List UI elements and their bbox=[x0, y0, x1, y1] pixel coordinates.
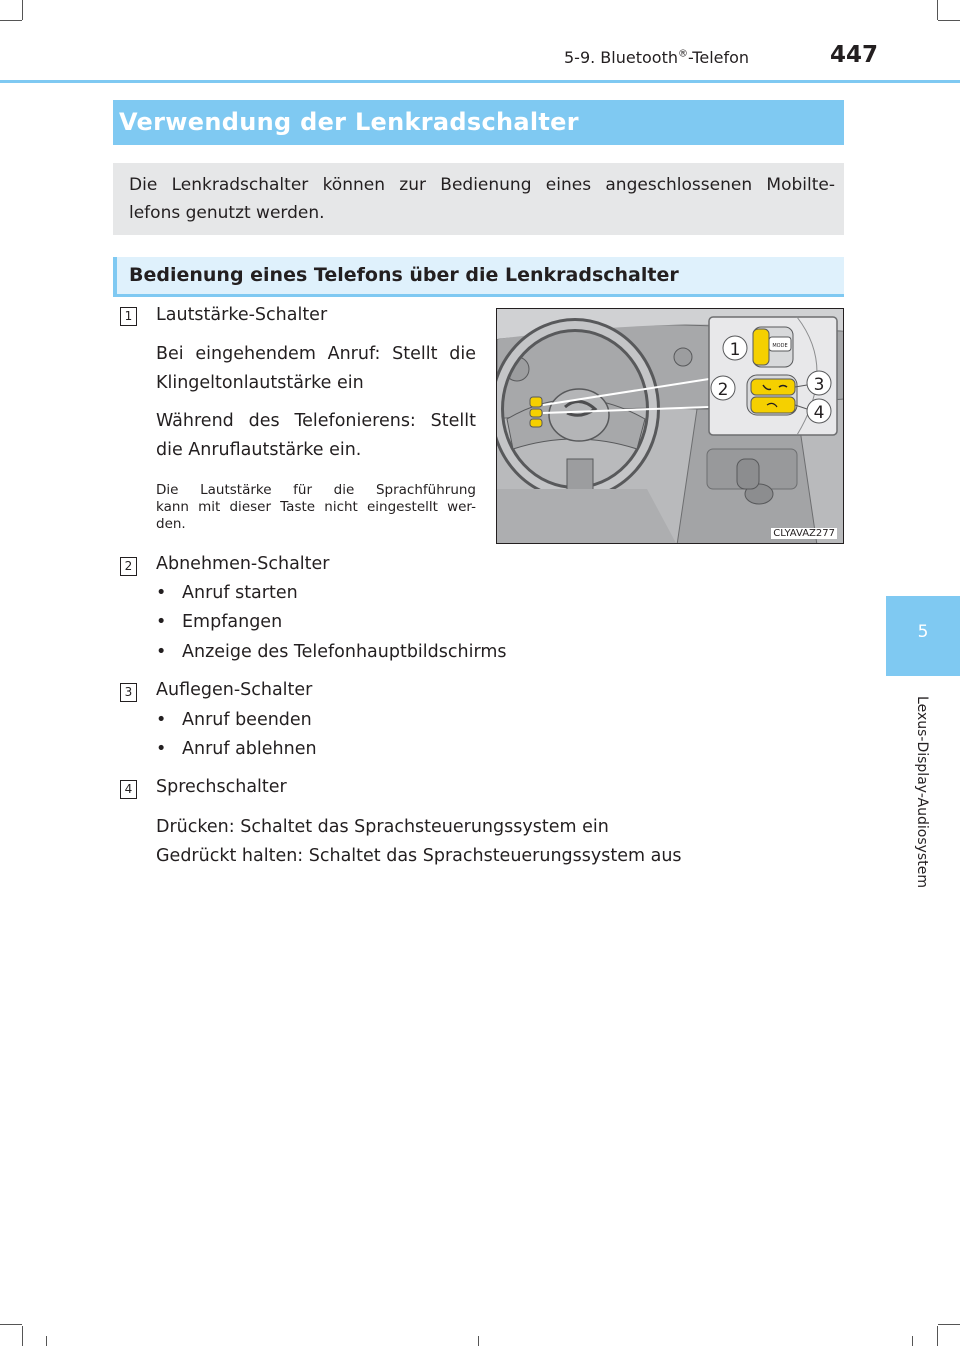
item-number-4: 4 bbox=[120, 780, 137, 799]
crop-mark bbox=[912, 1336, 913, 1346]
callout-1: 1 bbox=[729, 340, 741, 360]
bullet-dot: • bbox=[156, 642, 167, 662]
crop-mark bbox=[937, 0, 938, 20]
header-section: 5-9. Bluetooth bbox=[564, 48, 678, 67]
intro-line: lefons genutzt werden. bbox=[129, 203, 325, 223]
bullet-item bbox=[156, 739, 317, 759]
item-desc-line: die Anruflautstärke ein. bbox=[156, 440, 362, 460]
item-number-3: 3 bbox=[120, 683, 137, 702]
item-note-line: Die Lautstärke für die Sprachführung bbox=[156, 482, 476, 498]
subsection-title: Bedienung eines Telefons über die Lenkradschalter bbox=[129, 264, 679, 286]
bullet-dot: • bbox=[156, 710, 167, 730]
crop-mark bbox=[938, 1324, 960, 1325]
crop-mark bbox=[938, 20, 960, 21]
section-banner bbox=[113, 100, 844, 145]
figure-code: CLYAVAZ277 bbox=[773, 528, 835, 539]
registered-mark: ® bbox=[677, 48, 688, 60]
item-title-volume: Lautstärke-Schalter bbox=[156, 305, 328, 325]
crop-mark bbox=[0, 20, 22, 21]
page-number: 447 bbox=[830, 42, 879, 68]
item-desc-line: Drücken: Schaltet das Sprachsteuerungssystem ein bbox=[156, 817, 609, 837]
callout-4: 4 bbox=[813, 403, 825, 423]
bullet-item bbox=[156, 612, 282, 632]
intro-line: Die Lenkradschalter können zur Bedienung eines angeschlossenen Mobilte- bbox=[129, 175, 835, 195]
bullet-text: Empfangen bbox=[182, 612, 283, 632]
bullet-dot: • bbox=[156, 739, 167, 759]
bullet-text: Anruf ablehnen bbox=[182, 739, 317, 759]
mode-label: MODE bbox=[772, 343, 788, 349]
section-title: Verwendung der Lenkradschalter bbox=[119, 108, 579, 136]
bullet-item bbox=[156, 710, 312, 730]
intro-text bbox=[129, 171, 835, 227]
bullet-dot: • bbox=[156, 612, 167, 632]
bullet-text: Anruf starten bbox=[182, 583, 298, 603]
bullet-dot: • bbox=[156, 583, 167, 603]
header-rule bbox=[0, 80, 960, 83]
crop-mark bbox=[478, 1336, 479, 1346]
crop-mark bbox=[22, 0, 23, 20]
item-desc-line: Gedrückt halten: Schaltet das Sprachsteuerungssystem aus bbox=[156, 846, 682, 866]
intro-box bbox=[113, 163, 844, 235]
item-number-2: 2 bbox=[120, 557, 137, 576]
item-desc-line: Während des Telefonierens: Stellt bbox=[156, 411, 476, 431]
item-note-line: kann mit dieser Taste nicht eingestellt wer- bbox=[156, 499, 476, 515]
item-title-hangup: Auflegen-Schalter bbox=[156, 680, 313, 700]
crop-mark bbox=[46, 1336, 47, 1346]
item-number-1: 1 bbox=[120, 307, 137, 326]
steering-switch-illustration bbox=[496, 308, 844, 544]
item-note-line: den. bbox=[156, 516, 186, 532]
item-title-answer: Abnehmen-Schalter bbox=[156, 554, 330, 574]
cockpit-drawing bbox=[497, 309, 844, 544]
running-header bbox=[564, 48, 749, 67]
crop-mark bbox=[22, 1326, 23, 1346]
bullet-item bbox=[156, 642, 507, 662]
chapter-tab[interactable] bbox=[886, 596, 960, 676]
bullet-text: Anzeige des Telefonhauptbildschirms bbox=[182, 642, 507, 662]
header-suffix: -Telefon bbox=[687, 48, 750, 67]
callout-2: 2 bbox=[717, 380, 729, 400]
subsection-header bbox=[113, 257, 844, 297]
item-desc-line: Klingeltonlautstärke ein bbox=[156, 373, 364, 393]
chapter-label: Lexus-Display-Audiosystem bbox=[914, 696, 930, 888]
crop-mark bbox=[0, 1324, 22, 1325]
crop-mark bbox=[937, 1326, 938, 1346]
subsection-accent-bar bbox=[113, 257, 117, 294]
item-desc-line: Bei eingehendem Anruf: Stellt die bbox=[156, 344, 476, 364]
chapter-number: 5 bbox=[917, 622, 929, 642]
callout-3: 3 bbox=[813, 375, 825, 395]
bullet-text: Anruf beenden bbox=[182, 710, 312, 730]
bullet-item bbox=[156, 583, 298, 603]
item-title-talk: Sprechschalter bbox=[156, 777, 287, 797]
